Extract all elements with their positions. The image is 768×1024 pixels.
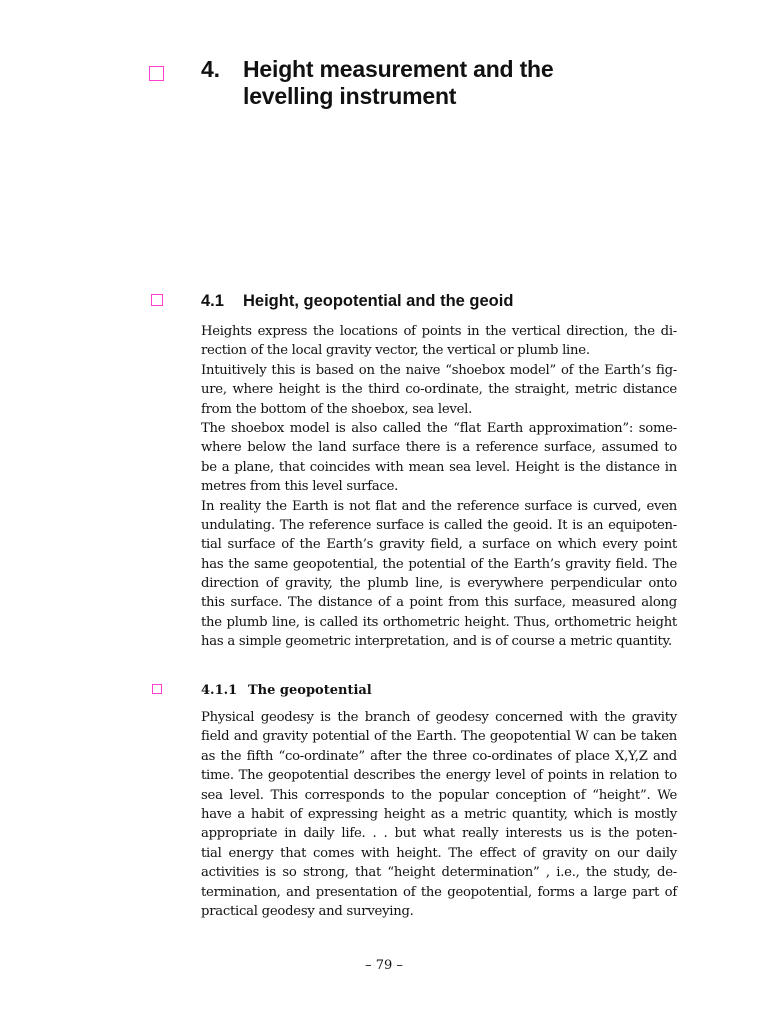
- page-number: – 79 –: [365, 958, 403, 973]
- subsection-marker-box: [152, 684, 162, 694]
- text-line: the plumb line, is called its orthometric height. Thus, orthometric height: [201, 614, 677, 630]
- text-line: Intuitively this is based on the naive “shoebox model” of the Earth’s fig-: [201, 362, 677, 378]
- subsection-body: [201, 708, 677, 921]
- text-line: has the same geopotential, the potential of the Earth’s gravity field. The: [201, 556, 677, 572]
- text-line: activities is so strong, that “height determination” , i.e., the study, de-: [201, 865, 677, 881]
- text-line: sea level. This corresponds to the popular conception of “height”. We: [201, 787, 677, 803]
- paragraph: [201, 361, 677, 419]
- text-line: time. The geopotential describes the energy level of points in relation to: [201, 768, 677, 784]
- text-line: practical geodesy and surveying.: [201, 903, 414, 919]
- text-line: be a plane, that coincides with mean sea level. Height is the distance in: [201, 459, 677, 475]
- text-line: field and gravity potential of the Earth. The geopotential W can be taken: [201, 729, 677, 745]
- chapter-title-line2: levelling instrument: [243, 83, 457, 109]
- subsection-heading: [201, 682, 681, 700]
- text-line: Heights express the locations of points in the vertical direction, the di-: [201, 324, 677, 339]
- text-line: as the fifth “co-ordinate” after the three co-ordinates of place X,Y,Z and: [201, 748, 677, 764]
- text-line: direction of gravity, the plumb line, is everywhere perpendicular onto: [201, 576, 677, 592]
- section-body: [201, 322, 677, 652]
- section-heading: [201, 291, 681, 311]
- chapter-title: [243, 56, 553, 110]
- text-line: undulating. The reference surface is called the geoid. It is an equipoten-: [201, 517, 677, 533]
- text-line: has a simple geometric interpretation, and is of course a metric quantity.: [201, 634, 672, 650]
- text-line: have a habit of expressing height as a metric quantity, which is mostly: [201, 806, 677, 822]
- text-line: Physical geodesy is the branch of geodesy concerned with the gravity: [201, 710, 677, 725]
- paragraph: [201, 497, 677, 652]
- section-number: 4.1: [201, 292, 224, 310]
- text-line: rection of the local gravity vector, the vertical or plumb line.: [201, 343, 590, 359]
- text-line: where below the land surface there is a reference surface, assumed to: [201, 440, 677, 456]
- chapter-number: 4.: [201, 56, 220, 82]
- paragraph: [201, 708, 677, 921]
- paragraph: [201, 322, 677, 361]
- text-line: In reality the Earth is not flat and the reference surface is curved, even: [201, 498, 677, 514]
- text-line: tial energy that comes with height. The effect of gravity on our daily: [201, 845, 677, 861]
- text-line: tial surface of the Earth’s gravity field, a surface on which every point: [201, 537, 677, 553]
- text-line: from the bottom of the shoebox, sea level.: [201, 401, 473, 417]
- chapter-heading: [201, 56, 681, 110]
- text-line: this surface. The distance of a point from this surface, measured along: [201, 595, 677, 611]
- chapter-marker-box: [149, 66, 164, 81]
- section-title: Height, geopotential and the geoid: [243, 292, 514, 310]
- subsection-number: 4.1.1: [201, 683, 238, 698]
- section-marker-box: [151, 294, 163, 306]
- text-line: metres from this level surface.: [201, 479, 399, 495]
- chapter-title-line1: Height measurement and the: [243, 56, 554, 82]
- subsection-title: The geopotential: [248, 683, 372, 698]
- text-line: ure, where height is the third co-ordinate, the straight, metric distance: [201, 382, 677, 398]
- text-line: The shoebox model is also called the “flat Earth approximation”: some-: [201, 420, 677, 436]
- text-line: appropriate in daily life. . . but what really interests us is the poten-: [201, 826, 677, 842]
- paragraph: [201, 419, 677, 497]
- text-line: termination, and presentation of the geopotential, forms a large part of: [201, 884, 677, 900]
